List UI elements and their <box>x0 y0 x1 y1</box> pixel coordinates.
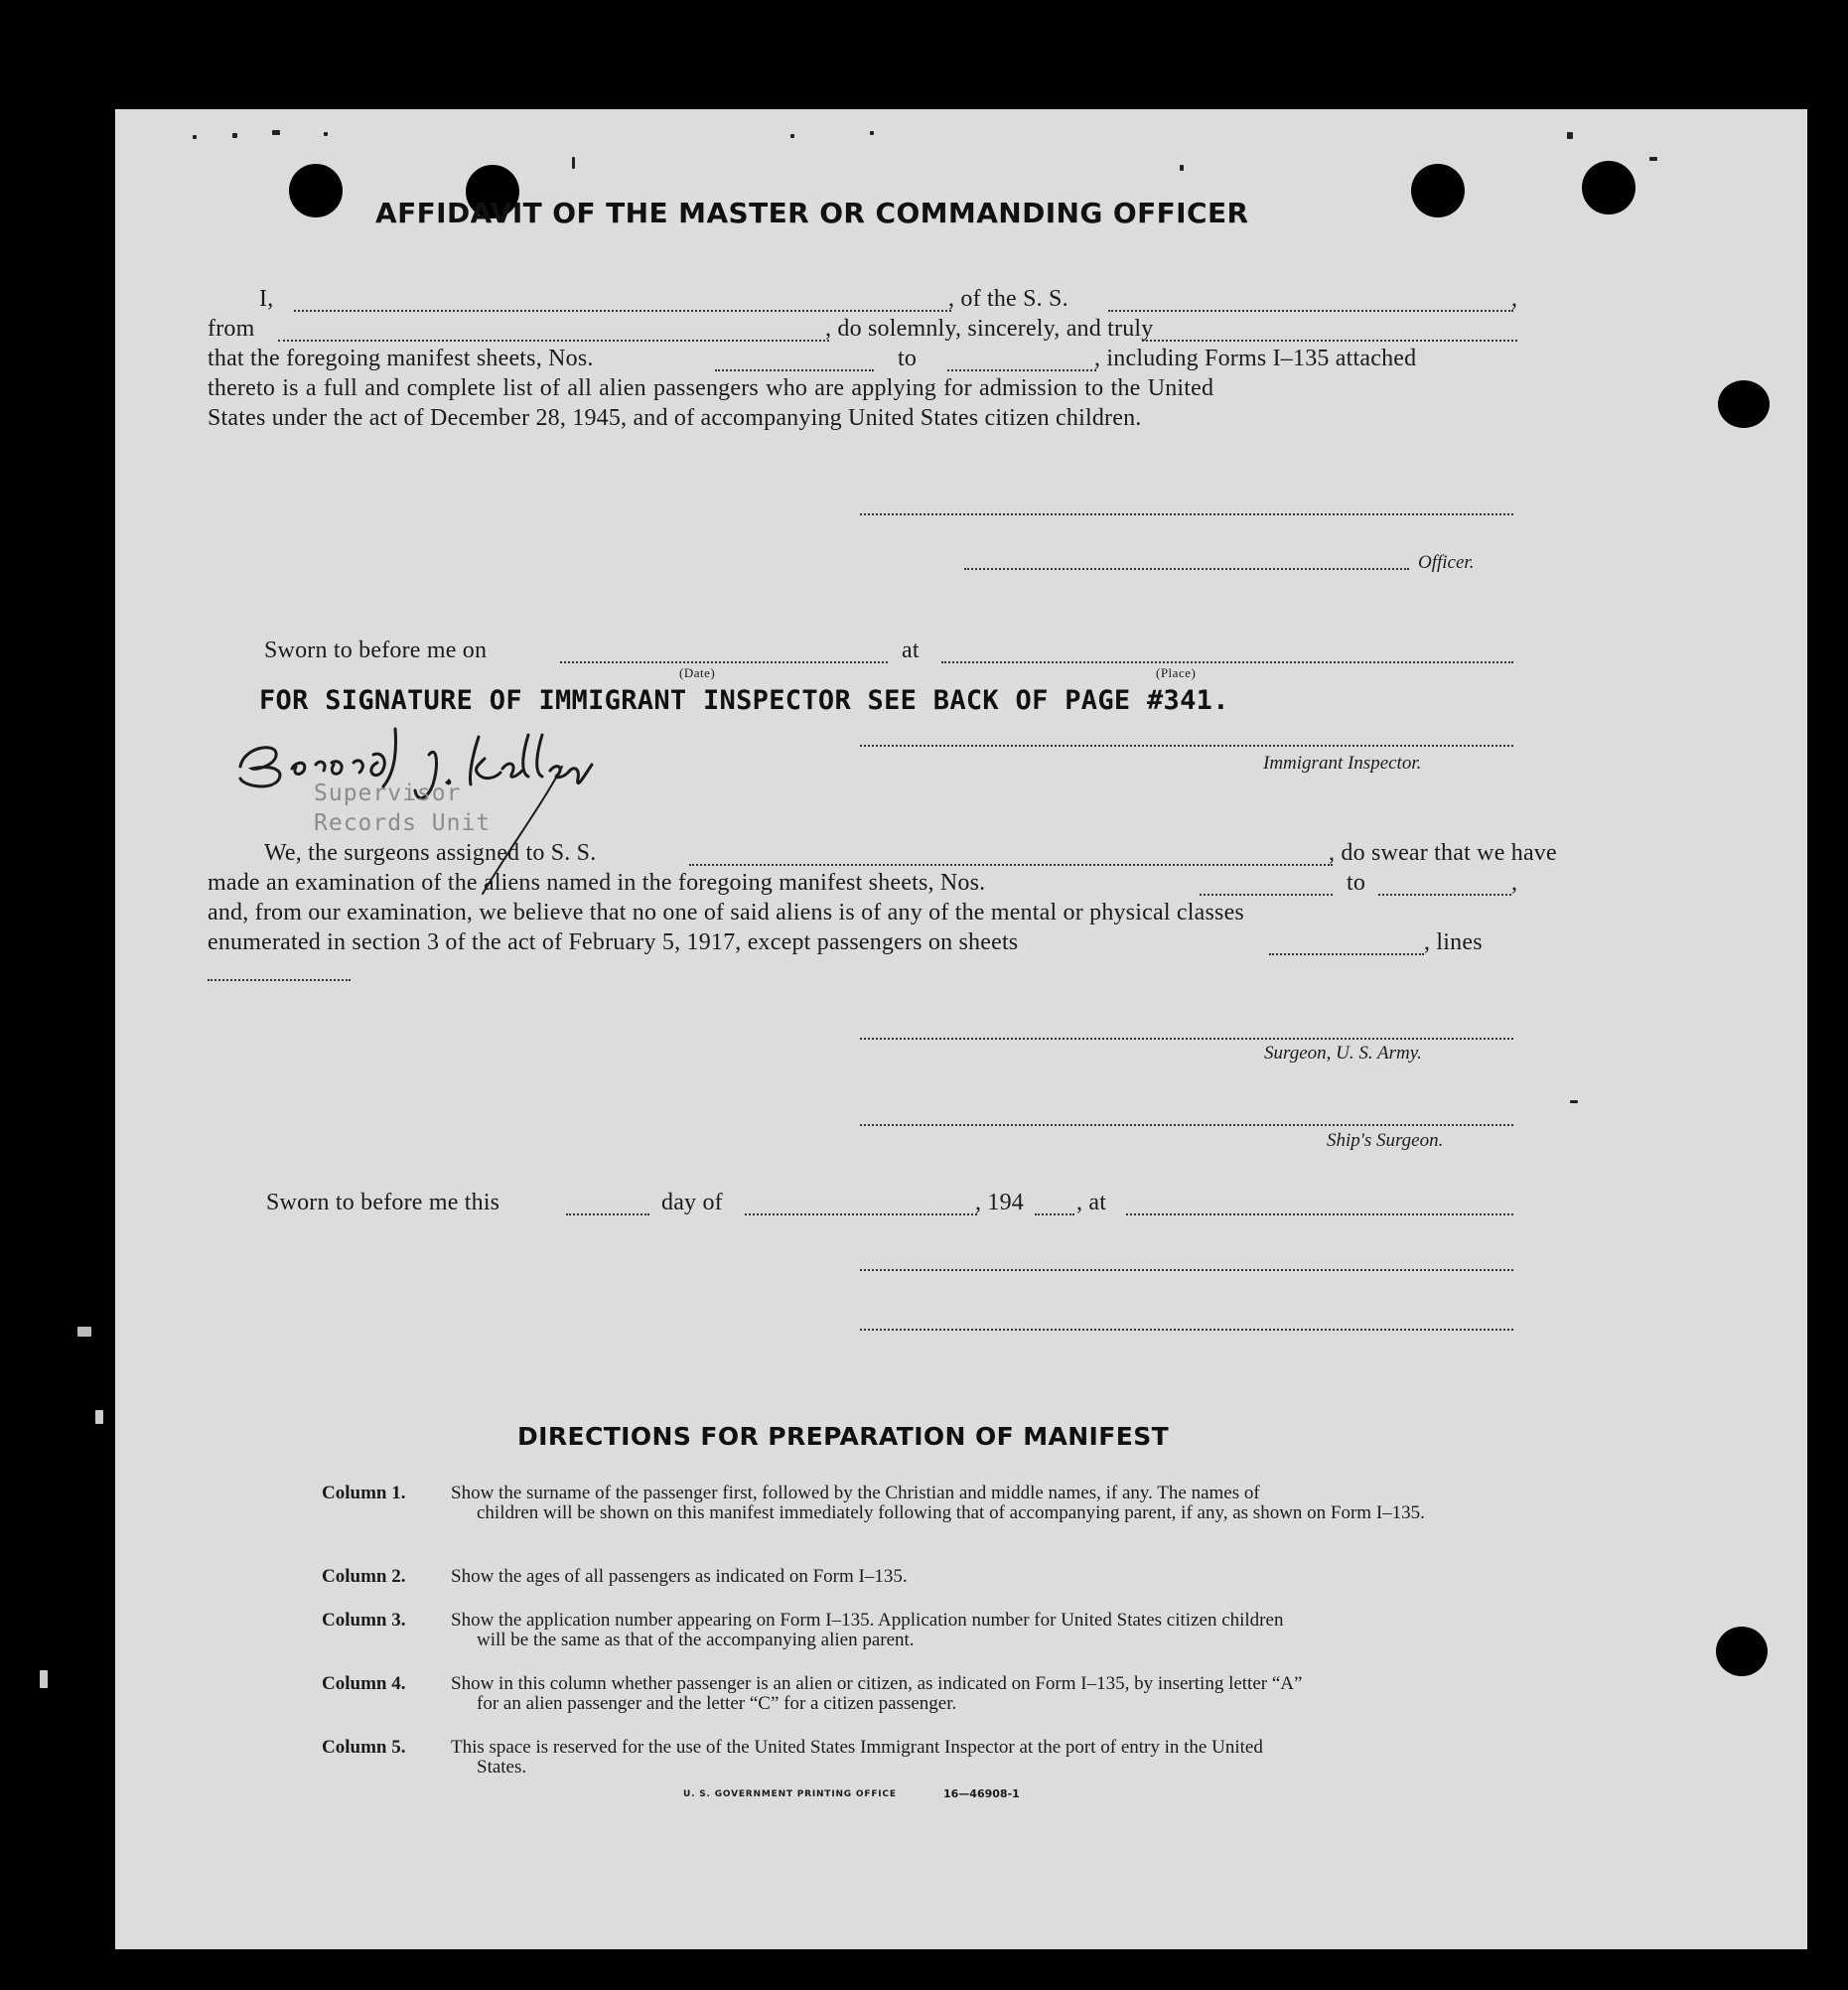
affidavit-of-ss: , of the S. S. <box>948 286 1068 312</box>
blank-sworn-date <box>560 661 888 663</box>
scan-speck <box>870 131 874 135</box>
surgeons-line2: made an examination of the aliens named in the foregoing manifest sheets, Nos. <box>208 870 986 896</box>
surgeons-line1: We, the surgeons assigned to S. S. <box>264 840 597 866</box>
column-text-cont: will be the same as that of the accompanying alien parent. <box>477 1630 915 1650</box>
column-text <box>451 1567 1633 1587</box>
blank-sworn-place <box>941 661 1513 663</box>
footer-printer: U. S. GOVERNMENT PRINTING OFFICE <box>683 1789 897 1799</box>
affidavit-line5: States under the act of December 28, 1945, and of accompanying United States citizen children. <box>208 405 1142 431</box>
column-label: Column 1. <box>322 1483 406 1503</box>
stamp-supervisor: Supervisor <box>314 781 462 806</box>
scan-speck <box>232 133 237 138</box>
inspector-note: FOR SIGNATURE OF IMMIGRANT INSPECTOR SEE BACK OF PAGE #341. <box>259 685 1229 716</box>
ship-surgeon-line <box>860 1124 1513 1126</box>
scan-speck <box>324 132 328 136</box>
affidavit-i: I, <box>259 286 274 312</box>
sworn1-label: Sworn to before me on <box>264 638 488 663</box>
blank-sworn2-year <box>1035 1213 1074 1215</box>
affidavit-swear: , do solemnly, sincerely, and truly <box>825 316 1154 342</box>
affidavit-forms: , including Forms I–135 attached <box>1094 346 1417 371</box>
column-text <box>451 1484 1633 1523</box>
surgeons-line3: and, from our examination, we believe that no one of said aliens is of any of the mental or physical classes <box>208 900 1244 925</box>
document-page <box>115 109 1807 1949</box>
column-text-line: Show the surname of the passenger first, followed by the Christian and middle names, if any. The names of <box>451 1483 1260 1503</box>
blank-from-port <box>278 340 829 342</box>
army-surgeon-line <box>860 1038 1513 1040</box>
inspector-caption: Immigrant Inspector. <box>1263 753 1422 774</box>
column-text-line: Show the application number appearing on Form I–135. Application number for United States citizen children <box>451 1610 1284 1631</box>
blank-surgeon-ship <box>689 864 1333 866</box>
officer-title-line <box>964 568 1409 570</box>
date-caption: (Date) <box>679 665 716 680</box>
sworn1-at: at <box>902 638 920 663</box>
blank-exception-sheets <box>1269 953 1424 955</box>
blank-ship-name <box>1108 310 1513 312</box>
sworn2-title-line <box>860 1329 1513 1331</box>
place-caption: (Place) <box>1156 665 1197 680</box>
column-label: Column 3. <box>322 1610 406 1631</box>
scan-artifact <box>95 1410 103 1424</box>
scan-speck <box>790 134 794 138</box>
punch-hole <box>1718 380 1770 428</box>
affidavit-title: AFFIDAVIT OF THE MASTER OR COMMANDING OFFICER <box>375 197 1249 229</box>
scan-speck <box>1180 165 1184 171</box>
blank-master-name <box>294 310 951 312</box>
sworn2-year: , 194 <box>975 1190 1024 1215</box>
affidavit-line4: thereto is a full and complete list of all alien passengers who are applying for admission to the United <box>208 375 1214 401</box>
punch-hole <box>1411 164 1465 217</box>
comma: , <box>1511 286 1518 312</box>
scan-speck <box>193 135 197 139</box>
column-text-cont: children will be shown on this manifest immediately following that of accompanying parent, if any, as shown on Form I–135. <box>477 1502 1425 1523</box>
punch-hole <box>1582 161 1635 214</box>
blank-sheet-from <box>715 369 874 371</box>
punch-hole <box>289 164 343 217</box>
directions-title: DIRECTIONS FOR PREPARATION OF MANIFEST <box>517 1422 1170 1451</box>
surgeons-lines: , lines <box>1424 929 1483 955</box>
column-text-line: Show the ages of all passengers as indicated on Form I–135. <box>451 1566 908 1587</box>
blank-sworn2-month <box>745 1213 977 1215</box>
scan-speck <box>272 130 280 135</box>
column-label: Column 4. <box>322 1673 406 1694</box>
punch-hole <box>1716 1627 1768 1676</box>
officer-signature-line <box>860 513 1513 515</box>
scan-artifact <box>77 1327 91 1337</box>
sworn2-signature-line <box>860 1269 1513 1271</box>
column-text-cont: States. <box>477 1757 527 1777</box>
affidavit-to: to <box>898 346 918 371</box>
affidavit-sheets: that the foregoing manifest sheets, Nos. <box>208 346 594 371</box>
column-text-line: This space is reserved for the use of the United States Immigrant Inspector at the port of entry in the United <box>451 1737 1263 1758</box>
ship-surgeon-caption: Ship's Surgeon. <box>1327 1130 1444 1151</box>
scan-speck <box>1649 157 1657 161</box>
column-label: Column 5. <box>322 1737 406 1758</box>
inspector-signature-line <box>860 745 1513 747</box>
column-text <box>451 1611 1633 1650</box>
blank-surgeon-sheet-to <box>1378 894 1511 896</box>
scan-speck <box>1570 1100 1578 1103</box>
scan-artifact <box>40 1670 48 1688</box>
blank-sworn2-place <box>1126 1213 1513 1215</box>
column-text <box>451 1674 1633 1714</box>
stamp-records-unit: Records Unit <box>314 810 492 836</box>
scan-speck <box>1567 132 1573 139</box>
blank-exception-lines <box>208 979 351 981</box>
sworn2-at: , at <box>1076 1190 1107 1215</box>
army-surgeon-caption: Surgeon, U. S. Army. <box>1264 1043 1422 1064</box>
comma: , <box>1511 870 1518 896</box>
sworn2-label: Sworn to before me this <box>266 1190 500 1215</box>
surgeons-to: to <box>1347 870 1366 896</box>
column-text-cont: for an alien passenger and the letter “C” for a citizen passenger. <box>477 1693 957 1714</box>
blank-sworn2-day <box>566 1213 649 1215</box>
column-text <box>451 1738 1633 1777</box>
column-text-line: Show in this column whether passenger is an alien or citizen, as indicated on Form I–135, by inserting letter “A” <box>451 1673 1303 1694</box>
sworn2-day-of: day of <box>661 1190 723 1215</box>
blank-sheet-to <box>947 369 1096 371</box>
footer-code: 16—46908-1 <box>943 1787 1020 1800</box>
affidavit-from: from <box>208 316 255 342</box>
blank-surgeon-sheet-from <box>1200 894 1333 896</box>
column-label: Column 2. <box>322 1566 406 1587</box>
scan-speck <box>572 157 575 169</box>
surgeons-swear: , do swear that we have <box>1329 840 1557 866</box>
blank-swear <box>1142 340 1517 342</box>
surgeons-line4: enumerated in section 3 of the act of February 5, 1917, except passengers on sheets <box>208 929 1019 955</box>
officer-caption: Officer. <box>1418 552 1475 573</box>
